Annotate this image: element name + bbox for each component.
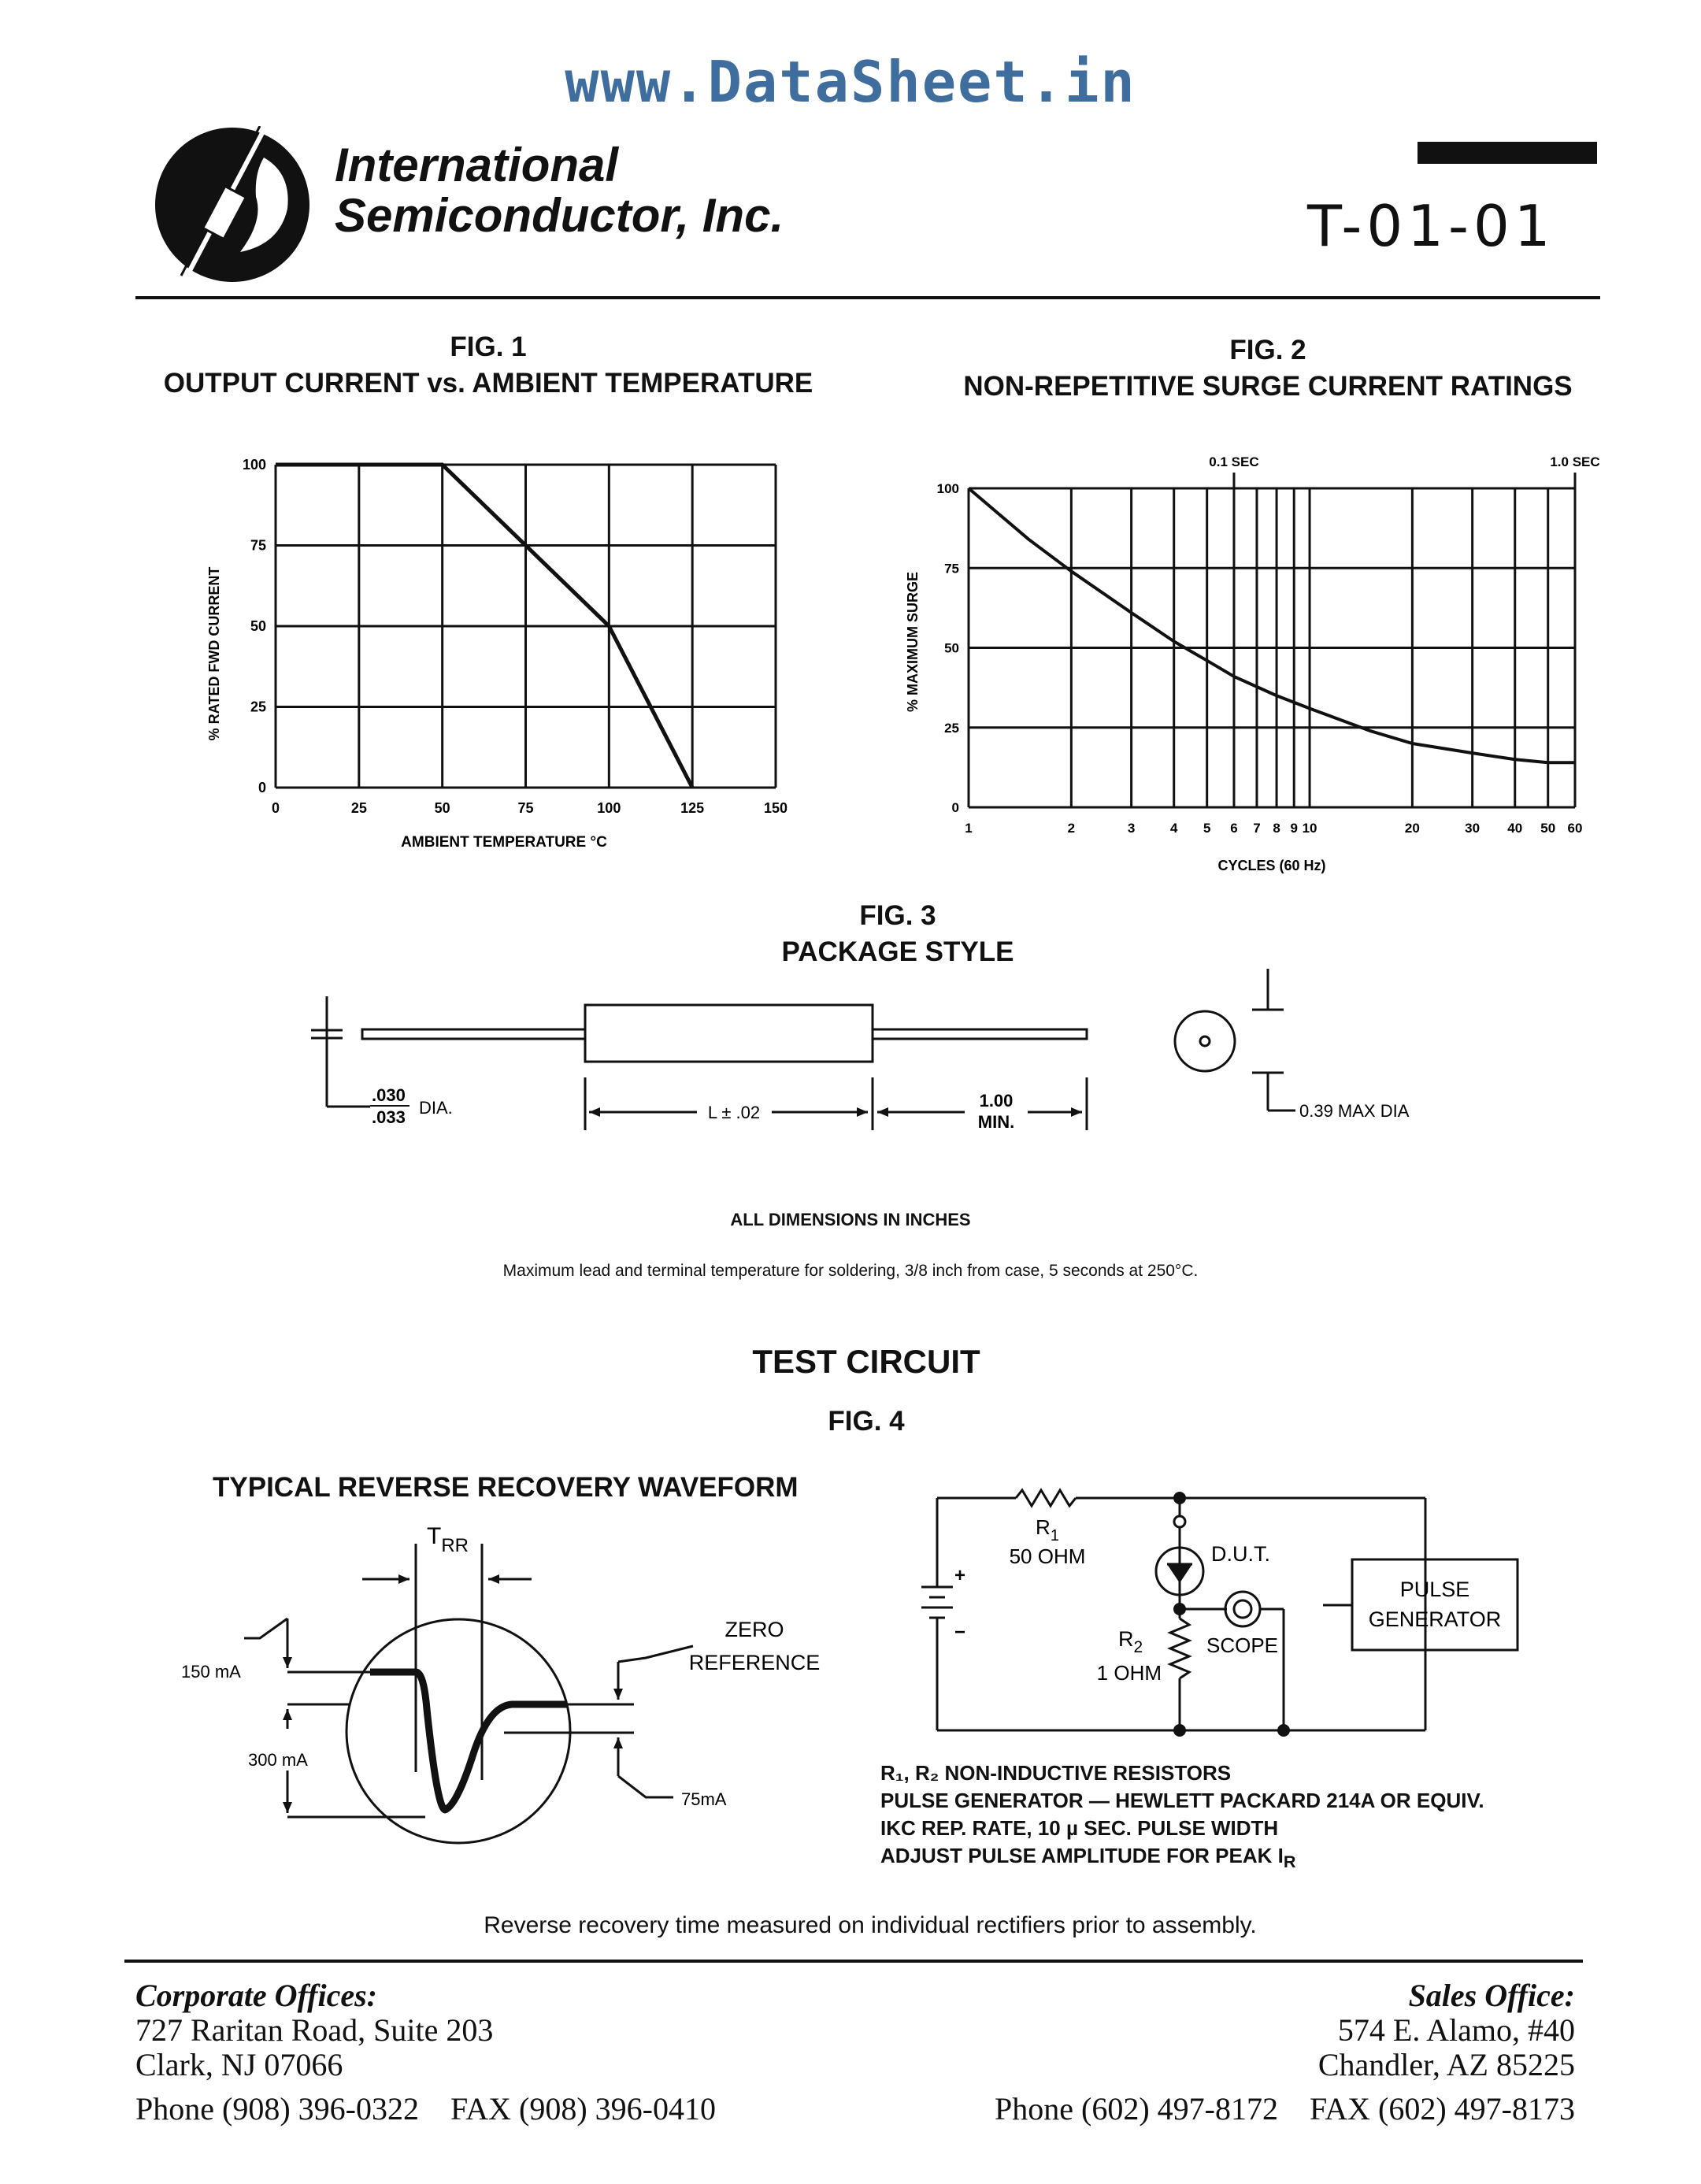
corporate-phone: Phone (908) 396-0322 FAX (908) 396-0410 bbox=[135, 2091, 716, 2127]
sales-office bbox=[995, 1978, 1575, 2127]
fig2-tick-labels bbox=[937, 481, 1583, 836]
battery-plus: + bbox=[954, 1565, 966, 1586]
zero-reference-line2: REFERENCE bbox=[688, 1651, 821, 1674]
fig2-x-tick-label: 40 bbox=[1507, 821, 1523, 836]
fig1-x-tick-label: 150 bbox=[763, 800, 788, 816]
header-black-bar bbox=[1418, 142, 1597, 164]
dut-label: D.U.T. bbox=[1211, 1542, 1271, 1566]
sales-phone: Phone (602) 497-8172 FAX (602) 497-8173 bbox=[995, 2091, 1575, 2127]
fig2-x-tick-label: 9 bbox=[1290, 821, 1298, 836]
sales-office-heading: Sales Office: bbox=[1408, 1978, 1575, 2013]
fig2-label: FIG. 2 bbox=[1229, 335, 1306, 365]
company-logo bbox=[146, 126, 319, 284]
fig2-y-tick-label: 100 bbox=[936, 481, 959, 496]
dimensions-note: ALL DIMENSIONS IN INCHES bbox=[730, 1210, 971, 1229]
fig2-chart bbox=[890, 441, 1614, 882]
fig1-x-tick-label: 0 bbox=[271, 800, 280, 816]
fig2-top-marker-label: 1.0 SEC bbox=[1550, 454, 1600, 469]
corporate-offices bbox=[135, 1978, 716, 2127]
circuit-note-3: IKC REP. RATE, 10 µ SEC. PULSE WIDTH bbox=[880, 1816, 1279, 1840]
fig2-y-tick-label: 75 bbox=[944, 561, 959, 577]
company-name-line1: International bbox=[335, 139, 619, 191]
pulse-generator-line1: PULSE bbox=[1399, 1578, 1470, 1601]
reverse-recovery-waveform bbox=[173, 1520, 850, 1874]
r1-value: 50 OHM bbox=[1009, 1544, 1086, 1568]
fig2-y-tick-label: 0 bbox=[951, 800, 959, 815]
fig2-x-tick-label: 60 bbox=[1567, 821, 1583, 836]
fig2-top-marker-label: 0.1 SEC bbox=[1209, 454, 1259, 469]
r2-label: $R_2$ bbox=[1118, 1627, 1143, 1656]
lead-dia-top: .030 bbox=[372, 1085, 406, 1105]
corporate-offices-heading: Corporate Offices: bbox=[135, 1978, 377, 2013]
fig1-grid bbox=[276, 465, 776, 788]
fig2-y-tick-label: 50 bbox=[944, 640, 959, 656]
company-name-line2: Semiconductor, Inc. bbox=[335, 189, 784, 242]
r2-value: 1 OHM bbox=[1096, 1661, 1162, 1685]
fig1-x-tick-label: 100 bbox=[597, 800, 621, 816]
fig1-x-tick-label: 125 bbox=[680, 800, 705, 816]
fig2-x-axis-label: CYCLES (60 Hz) bbox=[1217, 858, 1326, 873]
sales-address-line2: Chandler, AZ 85225 bbox=[1317, 2047, 1575, 2082]
fig2-series bbox=[969, 488, 1575, 762]
recovery-footnote: Reverse recovery time measured on individual rectifiers prior to assembly. bbox=[484, 1912, 1257, 1938]
fig2-x-tick-label: 50 bbox=[1540, 821, 1556, 836]
fig1-chart bbox=[197, 441, 811, 851]
fig1-x-tick-label: 50 bbox=[434, 800, 450, 816]
circuit-notes bbox=[880, 1759, 1484, 1875]
trr-label: $T_{RR}$ bbox=[427, 1523, 469, 1556]
fig2-title: NON-REPETITIVE SURGE CURRENT RATINGS bbox=[963, 371, 1573, 402]
package-drawing bbox=[299, 961, 1480, 1150]
fig1-y-tick-label: 25 bbox=[250, 699, 266, 715]
watermark: www.DataSheet.in bbox=[565, 49, 1136, 115]
fig1-x-tick-label: 25 bbox=[350, 800, 367, 816]
footer-rule bbox=[124, 1960, 1583, 1963]
circuit-note-1: R₁, R₂ NON-INDUCTIVE RESISTORS bbox=[880, 1761, 1232, 1785]
company-name bbox=[335, 140, 784, 241]
fig2-x-tick-label: 10 bbox=[1302, 821, 1317, 836]
circuit-note-4-sub: R bbox=[1283, 1852, 1296, 1872]
fig2-x-tick-label: 6 bbox=[1230, 821, 1238, 836]
fig1-title: OUTPUT CURRENT vs. AMBIENT TEMPERATURE bbox=[163, 368, 813, 399]
fig1-y-axis-label: % RATED FWD CURRENT bbox=[206, 566, 222, 741]
fig2-x-tick-label: 2 bbox=[1067, 821, 1076, 836]
soldering-note: Maximum lead and terminal temperature for soldering, 3/8 inch from case, 5 seconds at 250°C. bbox=[502, 1262, 1199, 1280]
sales-address-line1: 574 E. Alamo, #40 bbox=[1337, 2012, 1575, 2048]
lead-dia-unit: DIA. bbox=[419, 1098, 453, 1118]
fig1-x-tick-label: 75 bbox=[517, 800, 534, 816]
test-circuit-title: TEST CIRCUIT bbox=[752, 1343, 980, 1380]
fig2-x-tick-label: 30 bbox=[1465, 821, 1480, 836]
scope-label: SCOPE bbox=[1206, 1633, 1279, 1657]
pulse-generator-line2: GENERATOR bbox=[1368, 1607, 1502, 1631]
fig3-heading bbox=[520, 898, 1276, 970]
fig2-x-tick-label: 5 bbox=[1203, 821, 1211, 836]
fig1-y-tick-label: 0 bbox=[258, 780, 266, 795]
document-number: T-01-01 bbox=[1307, 193, 1555, 259]
lead-dia-bottom: .033 bbox=[372, 1107, 406, 1127]
label-150ma: 150 mA bbox=[181, 1662, 241, 1682]
lead-length-top: 1.00 bbox=[979, 1091, 1014, 1111]
lead-length-bottom: MIN. bbox=[977, 1112, 1015, 1132]
waveform-title: TYPICAL REVERSE RECOVERY WAVEFORM bbox=[213, 1472, 799, 1503]
battery-minus: − bbox=[954, 1622, 966, 1643]
circuit-note-4: ADJUST PULSE AMPLITUDE FOR PEAK $I_R$ bbox=[880, 1844, 1296, 1872]
fig1-label: FIG. 1 bbox=[450, 332, 527, 362]
zero-reference-line1: ZERO bbox=[724, 1618, 784, 1641]
fig2-y-tick-label: 25 bbox=[944, 720, 959, 736]
fig2-x-tick-label: 7 bbox=[1253, 821, 1261, 836]
fig2-x-tick-label: 1 bbox=[965, 821, 973, 836]
fig2-series-line bbox=[969, 488, 1575, 762]
corporate-address-line1: 727 Raritan Road, Suite 203 bbox=[135, 2012, 494, 2048]
fig1-y-tick-label: 75 bbox=[250, 537, 266, 554]
fig1-heading bbox=[110, 329, 866, 402]
corporate-address-line2: Clark, NJ 07066 bbox=[135, 2047, 343, 2082]
fig1-tick-labels bbox=[243, 457, 788, 816]
fig2-x-tick-label: 8 bbox=[1273, 821, 1280, 836]
circuit-note-2: PULSE GENERATOR — HEWLETT PACKARD 214A OR EQUIV. bbox=[880, 1789, 1484, 1812]
body-diameter: 0.39 MAX DIA bbox=[1299, 1101, 1410, 1121]
body-length: L ± .02 bbox=[707, 1103, 761, 1122]
fig1-y-tick-label: 50 bbox=[250, 618, 266, 634]
fig2-x-tick-label: 20 bbox=[1404, 821, 1420, 836]
fig2-x-tick-label: 3 bbox=[1127, 821, 1136, 836]
fig3-label: FIG. 3 bbox=[859, 900, 936, 931]
label-75ma: 75mA bbox=[681, 1789, 727, 1809]
fig1-x-axis-label: AMBIENT TEMPERATURE °C bbox=[401, 834, 607, 851]
fig3-title: PACKAGE STYLE bbox=[781, 936, 1014, 967]
fig1-y-tick-label: 100 bbox=[242, 457, 266, 473]
test-circuit-schematic bbox=[882, 1465, 1551, 1748]
fig2-heading bbox=[890, 332, 1646, 405]
r1-label: $R_1$ bbox=[1036, 1515, 1059, 1544]
fig2-y-axis-label: % MAXIMUM SURGE bbox=[905, 571, 921, 713]
label-300ma: 300 mA bbox=[248, 1750, 308, 1770]
fig2-grid bbox=[969, 488, 1575, 807]
fig2-top-markers bbox=[1209, 454, 1599, 488]
header-rule bbox=[135, 296, 1600, 299]
fig4-label: FIG. 4 bbox=[828, 1406, 905, 1437]
fig2-x-tick-label: 4 bbox=[1169, 821, 1178, 836]
